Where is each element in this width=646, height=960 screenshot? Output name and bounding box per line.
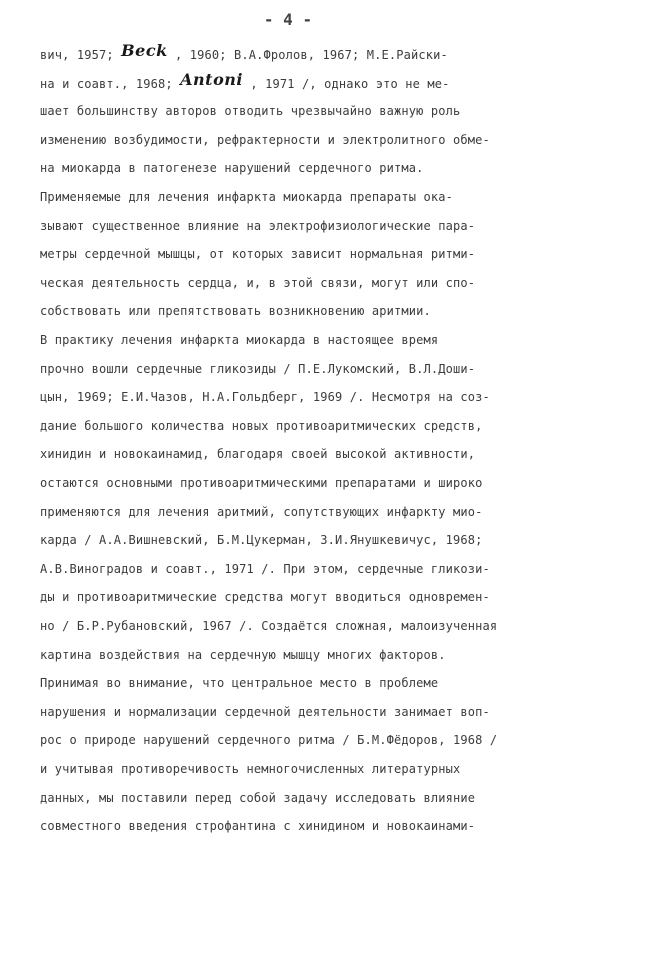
typed-text: картина воздействия на сердечную мышцу многих факторов.: [40, 647, 446, 662]
typed-text: рос о природе нарушений сердечного ритма / Б.М.Фёдоров, 1968 /: [40, 733, 498, 748]
typed-text: на миокарда в патогенезе нарушений сердечного ритма.: [40, 161, 424, 176]
text-line: [40, 132, 490, 148]
typed-text: собствовать или препятствовать возникновению аритмии.: [40, 304, 431, 319]
text-line: [40, 589, 490, 605]
typed-text: ды и противоаритмические средства могут вводиться одновремен-: [40, 590, 490, 605]
typed-text: , 1960; В.А.Фролов, 1967; М.Е.Райски-: [167, 48, 448, 62]
text-line: [40, 761, 460, 777]
typed-text: и учитывая противоречивость немногочисленных литературных: [40, 762, 461, 776]
typed-text: А.В.Виноградов и соавт., 1971 /. При этом, сердечные гликози-: [40, 561, 490, 576]
text-line: [40, 818, 475, 834]
typed-text: на и соавт., 1968;: [40, 76, 181, 91]
handwritten-name: Antoni: [180, 69, 243, 89]
text-line: [40, 618, 497, 634]
text-line: [40, 675, 438, 691]
text-line: [40, 218, 475, 234]
typed-text: цын, 1969; Е.И.Чазов, Н.А.Гольдберг, 1969 /. Несмотря на соз-: [40, 390, 490, 405]
page-number: - 4 -: [263, 10, 313, 29]
typed-text: дание большого количества новых противоаритмических средств,: [40, 418, 483, 433]
text-line: [40, 532, 482, 548]
text-line: [40, 275, 475, 291]
typed-text: хинидин и новокаинамид, благодаря своей высокой активности,: [40, 447, 476, 462]
text-line: [40, 647, 446, 663]
text-line: [40, 790, 475, 806]
typed-text: прочно вошли сердечные гликозиды / П.Е.Лукомский, В.Л.Доши-: [40, 361, 476, 376]
typed-text: изменению возбудимости, рефрактерности и электролитного обме-: [40, 132, 490, 147]
text-line: [40, 303, 431, 319]
typed-text: ческая деятельность сердца, и, в этой связи, могут или спо-: [40, 275, 476, 290]
typed-text: но / Б.Р.Рубановский, 1967 /. Создаётся сложная, малоизученная: [40, 619, 498, 633]
text-line: [40, 504, 482, 520]
typed-text: В практику лечения инфаркта миокарда в настоящее время: [40, 333, 439, 347]
typed-text: шает большинству авторов отводить чрезвычайно важную роль: [40, 104, 461, 119]
text-line: [40, 332, 438, 348]
typed-text: совместного введения строфантина с хинидином и новокаинами-: [40, 819, 476, 834]
typed-text: Применяемые для лечения инфаркта миокарда препараты ока-: [40, 190, 453, 204]
typed-text: карда / А.А.Вишневский, Б.М.Цукерман, З.И.Янушкевичус, 1968;: [40, 533, 483, 548]
text-line: [40, 103, 460, 119]
text-line: [40, 475, 482, 491]
text-line: [40, 160, 423, 176]
handwritten-name: Beck: [121, 41, 168, 60]
typed-text: остаются основными противоаритмическими препаратами и широко: [40, 476, 483, 490]
text-line: [40, 41, 448, 63]
typed-text: данных, мы поставили перед собой задачу исследовать влияние: [40, 790, 476, 805]
typed-text: Принимая во внимание, что центральное место в проблеме: [40, 676, 439, 691]
text-line: [40, 561, 490, 577]
text-line: [40, 361, 475, 377]
text-line: [40, 246, 475, 262]
text-line: [40, 418, 482, 434]
typed-text: вич, 1957;: [40, 48, 122, 62]
text-line: [40, 389, 490, 405]
text-line: [40, 189, 453, 205]
typed-text: применяются для лечения аритмий, сопутствующих инфаркту мио-: [40, 504, 483, 519]
text-line: [40, 704, 490, 720]
typed-text: нарушения и нормализации сердечной деятельности занимает воп-: [40, 704, 490, 719]
typed-text: зывают существенное влияние на электрофизиологические пара-: [40, 218, 476, 233]
text-line: [40, 732, 497, 748]
typed-text: , 1971 /, однако это не ме-: [242, 76, 450, 91]
text-line: [40, 446, 475, 462]
text-line: [40, 69, 450, 92]
typed-text: метры сердечной мышцы, от которых зависит нормальная ритми-: [40, 247, 476, 262]
